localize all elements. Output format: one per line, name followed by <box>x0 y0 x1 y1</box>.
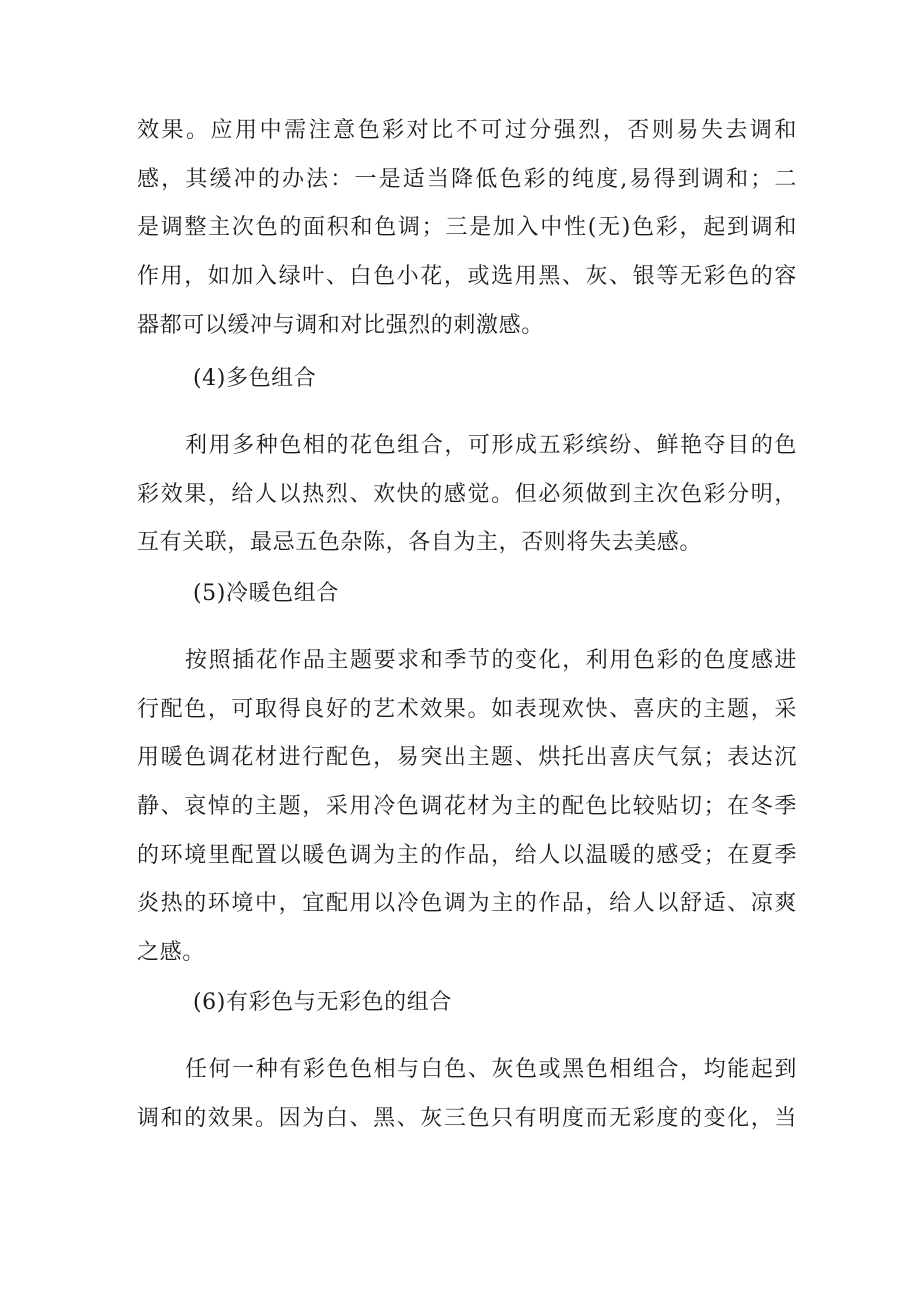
paragraph-line: 用暖色调花材进行配色，易突出主题、烘托出喜庆气氛；表达沉 <box>137 745 797 770</box>
section-heading: (5)冷暖色组合 <box>193 581 339 606</box>
paragraph-line: 感，其缓冲的办法：一是适当降低色彩的纯度,易得到调和；二 <box>137 167 797 192</box>
paragraph-line: 之感。 <box>137 940 205 965</box>
paragraph-line: 互有关联，最忌五色杂陈，各自为主，否则将失去美感。 <box>137 530 703 555</box>
section-heading: (6)有彩色与无彩色的组合 <box>193 990 452 1015</box>
paragraph-line: 按照插花作品主题要求和季节的变化，利用色彩的色度感进 <box>185 648 797 673</box>
section-heading: (4)多色组合 <box>193 366 317 391</box>
paragraph-line: 是调整主次色的面积和色调；三是加入中性(无)色彩，起到调和 <box>137 215 797 240</box>
paragraph-line: 利用多种色相的花色组合，可形成五彩缤纷、鲜艳夺目的色 <box>185 433 797 458</box>
paragraph-line: 的环境里配置以暖色调为主的作品，给人以温暖的感受；在夏季 <box>137 843 797 868</box>
paragraph-line: 行配色，可取得良好的艺术效果。如表现欢快、喜庆的主题，采 <box>137 697 797 722</box>
paragraph-line: 器都可以缓冲与调和对比强烈的刺激感。 <box>137 313 544 338</box>
paragraph-line: 任何一种有彩色色相与白色、灰色或黑色相组合，均能起到 <box>185 1057 797 1082</box>
paragraph-line: 效果。应用中需注意色彩对比不可过分强烈，否则易失去调和 <box>137 118 797 143</box>
paragraph-line: 彩效果，给人以热烈、欢快的感觉。但必须做到主次色彩分明， <box>137 482 797 507</box>
paragraph-line: 作用，如加入绿叶、白色小花，或选用黑、灰、银等无彩色的容 <box>137 264 797 289</box>
paragraph-line: 调和的效果。因为白、黑、灰三色只有明度而无彩度的变化，当 <box>137 1106 797 1131</box>
paragraph-line: 静、哀悼的主题，采用冷色调花材为主的配色比较贴切；在冬季 <box>137 794 797 819</box>
paragraph-line: 炎热的环境中，宜配用以冷色调为主的作品，给人以舒适、凉爽 <box>137 891 797 916</box>
